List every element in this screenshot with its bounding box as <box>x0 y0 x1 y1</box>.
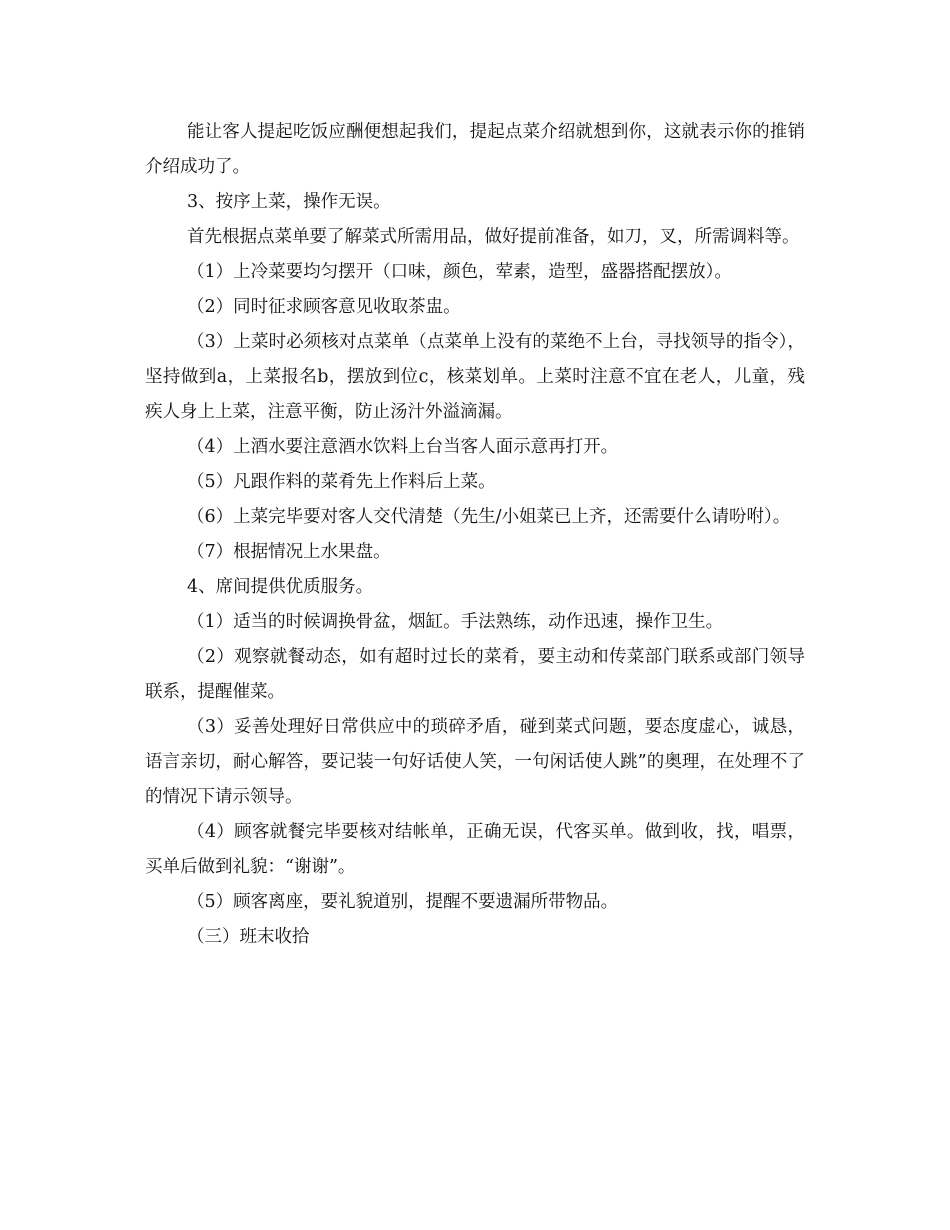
list-item-change-plates: （1）适当的时候调换骨盆，烟缸。手法熟练，动作迅速，操作卫生。 <box>187 612 724 632</box>
list-item-check-bill: （4）顾客就餐完毕要核对结帐单，正确无误，代客买单。做到收，找，唱票，买单后做到礼貌：“谢谢”。 <box>145 822 805 877</box>
paragraph-preparation: 首先根据点菜单要了解菜式所需用品，做好提前准备，如刀，叉，所需调料等。 <box>187 227 800 247</box>
list-item-farewell: （5）顾客离座，要礼貌道别，提醒不要遗漏所带物品。 <box>187 892 619 912</box>
section-heading-end-of-shift: （三）班末收拾 <box>187 927 310 947</box>
list-item-dishes-complete: （6）上菜完毕要对客人交代清楚（先生/小姐菜已上齐，还需要什么请吩咐）。 <box>187 507 791 527</box>
list-item-condiments: （5）凡跟作料的菜肴先上作料后上菜。 <box>187 472 496 492</box>
section-heading-serve-in-order: 3、按序上菜，操作无误。 <box>187 192 391 212</box>
list-item-cold-dishes: （1）上冷菜要均匀摆开（口味，颜色，荤素，造型，盛器搭配摆放）。 <box>187 262 732 282</box>
list-item-observe-dining: （2）观察就餐动态，如有超时过长的菜肴，要主动和传菜部门联系或部门领导联系，提醒催菜。 <box>145 647 805 702</box>
list-item-collect-tea-cups: （2）同时征求顾客意见收取茶盅。 <box>187 297 461 317</box>
list-item-handle-conflicts: （3）妥善处理好日常供应中的琐碎矛盾，碰到菜式问题，要态度虚心，诚恳，语言亲切，耐心解答，要记装一句好话使人笑，一句闲话使人跳”的奥理，在处理不了的情况下请示领导。 <box>145 717 805 807</box>
paragraph-intro-conclusion: 能让客人提起吃饭应酬便想起我们，提起点菜介绍就想到你，这就表示你的推销介绍成功了。 <box>145 122 805 177</box>
section-heading-quality-service: 4、席间提供优质服务。 <box>187 577 374 597</box>
list-item-drinks: （4）上酒水要注意酒水饮料上台当客人面示意再打开。 <box>187 437 619 457</box>
list-item-check-order: （3）上菜时必须核对点菜单（点菜单上没有的菜绝不上台，寻找领导的指令），坚持做到a，上菜报名b，摆放到位c，核菜划单。上菜时注意不宜在老人，儿童，残疾人身上上菜，注意平衡，防止汤汁外溢滴漏。 <box>145 332 805 422</box>
document-body <box>145 115 805 955</box>
list-item-fruit-plate: （7）根据情况上水果盘。 <box>187 542 391 562</box>
